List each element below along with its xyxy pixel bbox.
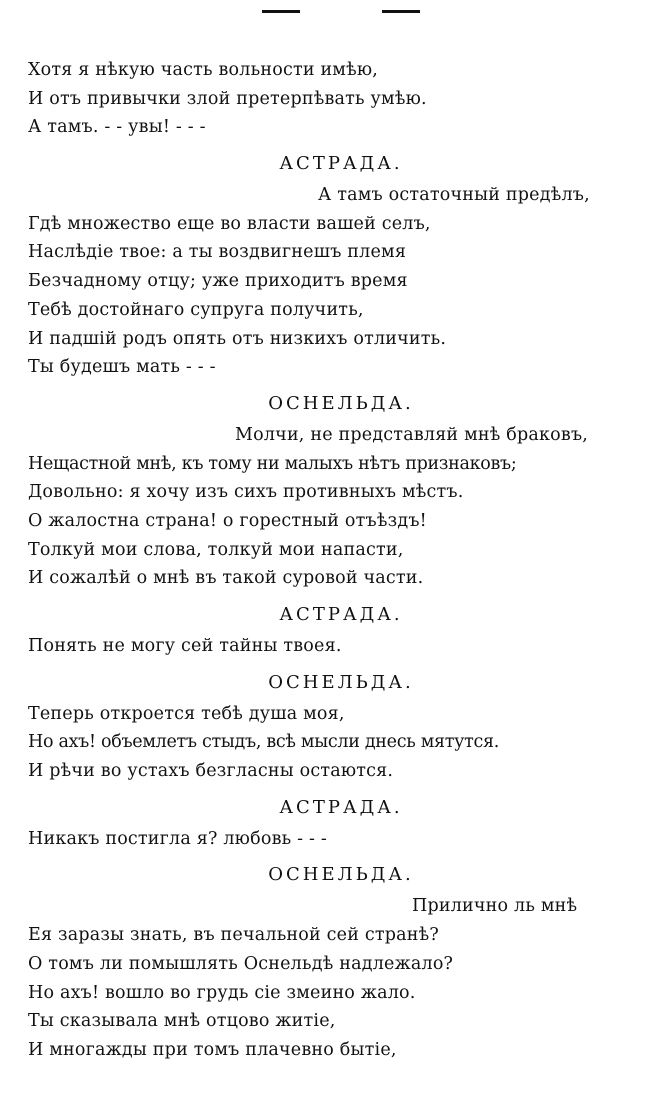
verse-line: Молчи, не представляй мнѣ браковъ,	[235, 424, 589, 445]
verse-line: О томъ ли помышлять Оснельдѣ надлежало?	[28, 953, 454, 974]
verse-line: И падшiй родъ опять отъ низкихъ отличить.	[28, 328, 447, 349]
verse-line: Толкуй мои слова, толкуй мои напасти,	[28, 539, 404, 560]
speaker-name: АСТРАДА.	[279, 604, 403, 625]
speaker-name: ОСНЕЛЬДА.	[268, 671, 414, 693]
verse-text	[28, 56, 664, 1065]
verse-line: А тамъ. - - увы! - - -	[28, 117, 206, 138]
verse-line: А тамъ остаточный предѣлъ,	[318, 185, 590, 206]
verse-line: Ты будешъ мать - - -	[28, 357, 216, 378]
verse-line: И многажды при томъ плачевно бытiе,	[28, 1039, 397, 1060]
verse-line: Ты сказывала мнѣ отцово житiе,	[28, 1011, 336, 1032]
speaker-name: ОСНЕЛЬДА.	[268, 864, 414, 886]
verse-line: Безчадному отцу; уже приходитъ время	[28, 271, 408, 292]
verse-line: Довольно: я хочу изъ сихъ противныхъ мѣстъ.	[28, 482, 464, 503]
verse-line: Но ахъ! вошло во грудь сiе змеино жало.	[28, 982, 416, 1003]
verse-line: И рѣчи во устахъ безгласны остаются.	[28, 761, 394, 782]
verse-line: Нещастной мнѣ, къ тому ни малыхъ нѣтъ признаковъ;	[28, 453, 517, 474]
verse-line: О жалостна страна! о горестный отъѣздъ!	[28, 510, 427, 531]
verse-line: Прилично ль мнѣ	[412, 896, 578, 917]
speaker-name: АСТРАДА.	[279, 796, 403, 818]
verse-line: И отъ привычки злой претерпѣвать умѣю.	[28, 88, 427, 109]
verse-line: Понять не могу сей тайны твоея.	[28, 636, 342, 656]
verse-line: Теперь откроется тебѣ душа моя,	[28, 703, 345, 724]
speaker-name: АСТРАДА.	[279, 153, 403, 175]
header-rule-left	[262, 10, 300, 13]
verse-line: Хотя я нѣкую часть вольности имѣю,	[28, 60, 379, 80]
verse-line: Тебѣ достойнаго супруга получить,	[28, 299, 364, 320]
verse-line: Наслѣдiе твое: а ты воздвигнешъ племя	[28, 242, 407, 263]
verse-line: И сожалѣй о мнѣ въ такой суровой части.	[28, 568, 424, 589]
speaker-name: ОСНЕЛЬДА.	[268, 392, 414, 414]
verse-line: Но ахъ! объемлетъ стыдъ, всѣ мысли днесь мятутся.	[28, 732, 500, 753]
header-rule-right	[382, 10, 420, 13]
verse-line: Гдѣ множество еще во власти вашей селъ,	[28, 213, 431, 234]
verse-line: Никакъ постигла я? любовь - - -	[28, 828, 327, 849]
verse-line: Ея заразы знать, въ печальной сей странѣ?	[28, 925, 439, 946]
